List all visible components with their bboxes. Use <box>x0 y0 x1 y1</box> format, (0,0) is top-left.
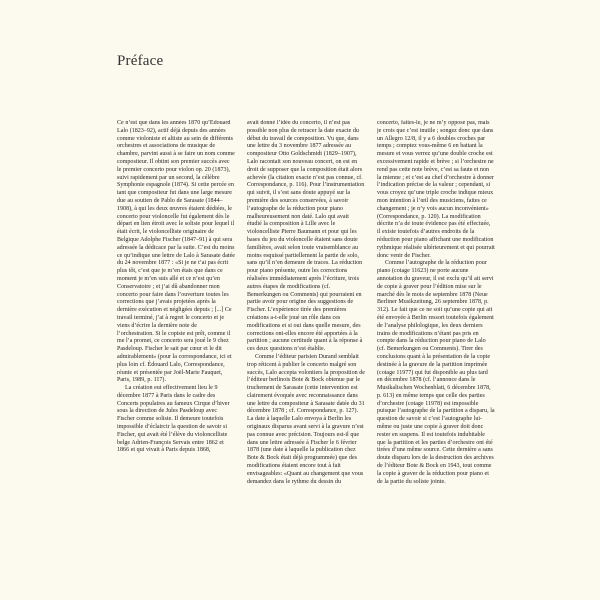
paragraph: La création eut effectivement lieu le 9 décembre 1877 à Paris dans le cadre des Concerts populaires au fameux Cirque d’hiver sous la direction de Jules Pasdeloup avec Fischer comme soliste. Il demeure toutefois impossible d’éclaircir la question de savoir si Fischer, qui avait été l’élève du violoncelliste belge Adrien-François Servais entre 1862 et 1866 et qui vivait à Paris depuis 1868, <box>117 385 230 454</box>
paragraph: concerto, faites-le, je ne m’y oppose pas, mais je crois que c’est inutile ; songez donc que dans un Allegro 12/8, il y a 6 doubles croches par temps ; comptez vous-même 6 en battant la mesure et vous verrez qu’une double croche est excessivement rapide et brève ; si l’orchestre ne rend pas cette note brève, c’est sa faute et non la mienne ; et c’est au chef d’orchestre à donner l’indication précise de la valeur ; cependant, si vous croyez qu’une triple croche indique mieux mon intention à l’œil des musiciens, faites ce changement ; je n’y vois aucun inconvénient» (Correspondance, p. 120). La modification décrite n’a de toute évidence pas été effectuée, il existe toutefois d’autres endroits de la réduction pour piano affichant une modification rythmique réalisée ultérieurement et qui pourrait donc venir de Fischer. <box>377 120 495 259</box>
column-3 <box>377 120 495 590</box>
paragraph: Comme l’autographe de la réduction pour piano (cotage 11623) ne porte aucune annotation du graveur, il est exclu qu’il ait servi de copie à graver pour l’édition mise sur le marché dès le mois de septembre 1878 (Neue Berliner Musikzeitung, 26 septembre 1878, p. 312). Le fait que ce ne soit qu’une copie qui ait été envoyée à Berlin ressort toutefois également de l’analyse philologique, les deux derniers trains de modifications n’étant pas pris en compte dans la réduction pour piano de Lalo (cf. Bemerkungen ou Comments). Tirer des conclusions quant à la présentation de la copie destinée à la gravure de la partition imprimée (cotage 11977) qui fut disponible au plus tard en décembre 1878 (cf. l’annonce dans le Musikalischen Wochenblatt, 6 décembre 1878, p. 613) en même temps que celle des parties d’orchestre (cotage 11978) est impossible puisque l’autographe de la partition a disparu, la question de savoir si c’est l’autographe lui-même ou juste une copie à graver doit donc rester en suspens. Il est toutefois indubitable que la partition et les parties d’orchestre ont été tirées d’une même source. Cette dernière a sans doute disparu lors de la destruction des archives de l’éditeur Bote & Bock en 1943, tout comme la copie à graver de la réduction pour piano et de la partie du soliste jointe. <box>377 260 495 485</box>
column-1 <box>117 120 235 590</box>
paragraph: Ce n’est que dans les années 1870 qu’Édouard Lalo (1823–92), actif déjà depuis des années comme violoniste et altiste au sein de différents orchestres et associations de musique de chambre, parvint aussi à se faire un nom comme compositeur. Il obtint son premier succès avec le premier concerto pour violon op. 20 (1873), suivi rapidement par un second, la célèbre Symphonie espagnole (1874). Si cette percée en tant que compositeur fut dans une large mesure due au soutien de Pablo de Sarasate (1844–1908), à qui les deux œuvres étaient dédiées, le concerto pour violoncelle fut également dès le départ en lien étroit avec le soliste pour lequel il était écrit, le violoncelliste originaire de Belgique Adolphe Fischer (1847–91) à qui sera adressée la dédicace par la suite. C’est du moins ce qu’indique une lettre de Lalo à Sarasate datée du 24 novembre 1877 : «Si je ne t’ai pas écrit plus tôt, c’est que je m’en étais que dans ce moment je m’en suis allé et ce n’est qu’en Conservatoire ; et j’ai dû abandonner mon concerto pour faire dans l’ouverture toutes les corrections que j’avais projetées après la dernière exécution et négligées depuis ; [...] Ce travail terminé, j’ai à regret le concerto et je viens d’écrire la dernière note de l’orchestration. Si le copiste est prêt, comme il me l’a promet, ce concerto sera joué le 9 chez Pasdeloup. Fischer le sait par cœur et le dit admirablement» (pour la correspondance, ici et plus loin cf. Édouard Lalo, Correspondance, réunie et présentée par Joël-Marie Fauquet, Paris, 1989, p. 117). <box>117 120 235 384</box>
column-2 <box>247 120 365 590</box>
paragraph: Comme l’éditeur parisien Durand semblait trop réticent à publier le concerto malgré son succès, Lalo accepta volontiers la proposition de l’éditeur berlinois Bote & Bock obtenue par le truchement de Sarasate (cette intervention est clairement évoquée avec reconnaissance dans une lettre du compositeur à Sarasate datée du 31 décembre 1878 ; cf. Correspondance, p. 127). La date à laquelle Lalo envoya à Berlin les originaux disparus avant servi à la gravure n’est pas connue avec précision. Toujours est-il que dans une lettre adressée à Fischer le 6 février 1878 (une date à laquelle la publication chez Bote & Bock était déjà programmée) que des modifications étaient encore tout à fait envisageables: «Quant au changement que vous demandez dans le rythme du dessin du <box>247 353 365 485</box>
page-title: Préface <box>117 53 164 69</box>
paragraph: avait donné l’idée du concerto, il n’est pas possible non plus de retracer la date exacte du début du travail de composition. Vu que, dans une lettre du 3 novembre 1877 adressée au compositeur Otto Goldschmidt (1829–1907), Lalo racontait son nouveau concert, on est en droit de supposer que la composition était alors achevée (la citation exacte n’est pas connue, cf. Correspondance, p. 116). Pour l’instrumentation qui suivit, il s’est sans doute appuyé sur la première des sources conservées, à savoir l’autographe de la réduction pour piano malheureusement non daté. Lalo qui avait étudié la composition à Lille avec le violoncelliste Pierre Baumann et pour qui les bases du jeu du violoncelle étaient sans doute familières, avait selon toute vraisemblance au moins esquissé partiellement la partie de solo, sans qu’il n’en demeure de traces. La réduction pour piano présente, outre les corrections réalisées immédiatement après l’écriture, trois autres étapes de modifications (cf. Bemerkungen ou Comments) qui pourraient en partie avoir pour origine des suggestions de Fischer. L’expérience tirée des premières créations a-t-elle joué un rôle dans ces modifications et si oui dans quelle mesure, des corrections ont-elles encore été apportées à la partition ; aucune certitude quant à la réponse à ces deux questions n’est établie. <box>247 120 365 353</box>
text-columns <box>117 120 495 590</box>
